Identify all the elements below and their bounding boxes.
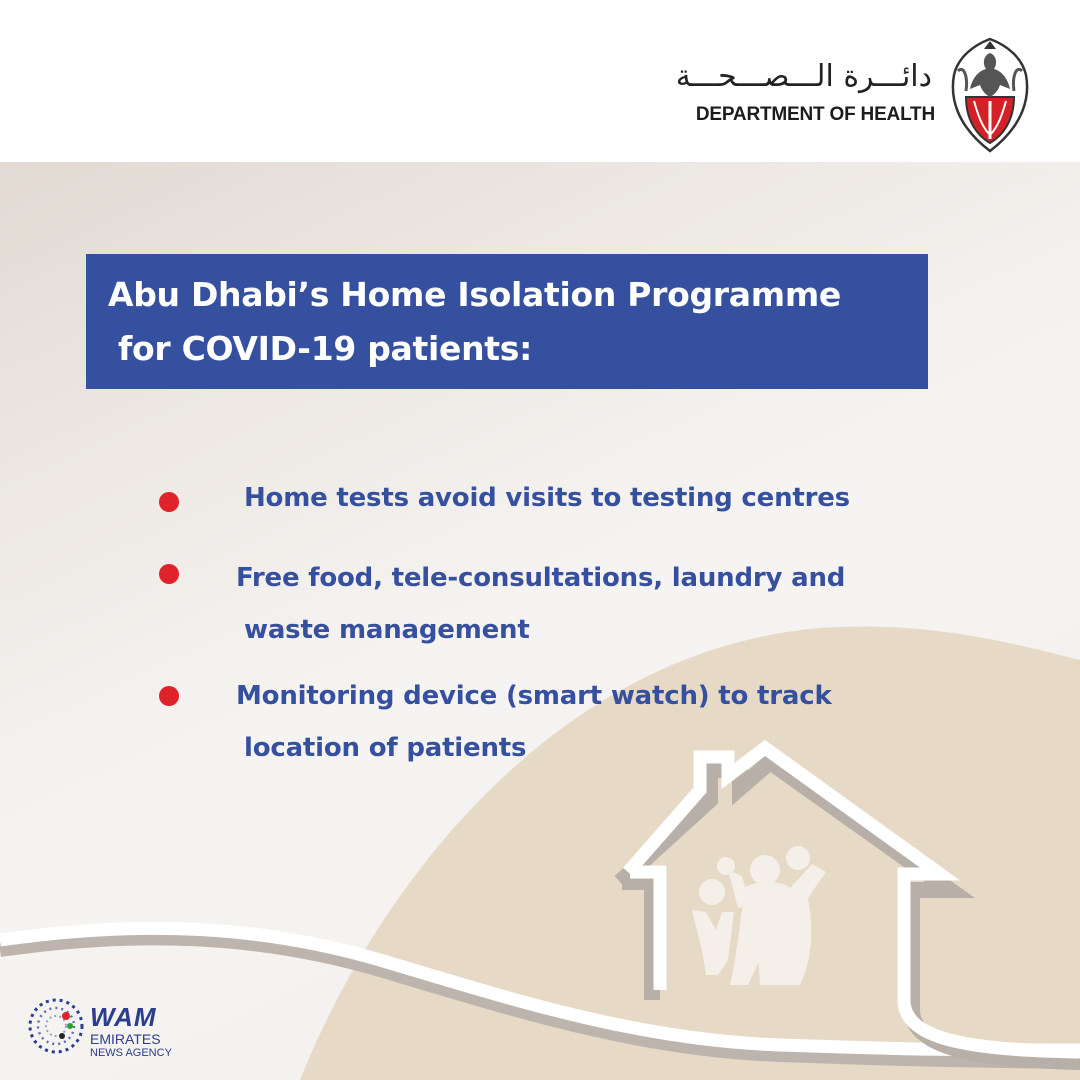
bullet-dot [159, 564, 179, 584]
header-bar [0, 0, 1080, 162]
list-item-text: location of patients [244, 733, 527, 763]
wam-subtitle-1: EMIRATES [90, 1031, 161, 1047]
bullet-dot [159, 492, 179, 512]
logo-english-text: DEPARTMENT OF HEALTH [695, 104, 935, 125]
title-box [86, 254, 928, 389]
title-line-1: Abu Dhabi’s Home Isolation Programme [108, 275, 842, 314]
bullet-dot [159, 686, 179, 706]
title-line-2: for COVID-19 patients: [118, 329, 532, 368]
list-item-text: Free food, tele-consultations, laundry and [236, 563, 846, 593]
logo-arabic-text: دائـــرة الـــصـــحـــة [675, 59, 932, 94]
list-item-text: Home tests avoid visits to testing centres [244, 483, 850, 513]
wam-title: WAM [90, 1002, 157, 1032]
wam-subtitle-2: NEWS AGENCY [90, 1047, 172, 1059]
list-item-text: waste management [244, 615, 530, 645]
falcon-emblem-icon [944, 35, 1036, 155]
list-item-text: Monitoring device (smart watch) to track [236, 681, 832, 711]
